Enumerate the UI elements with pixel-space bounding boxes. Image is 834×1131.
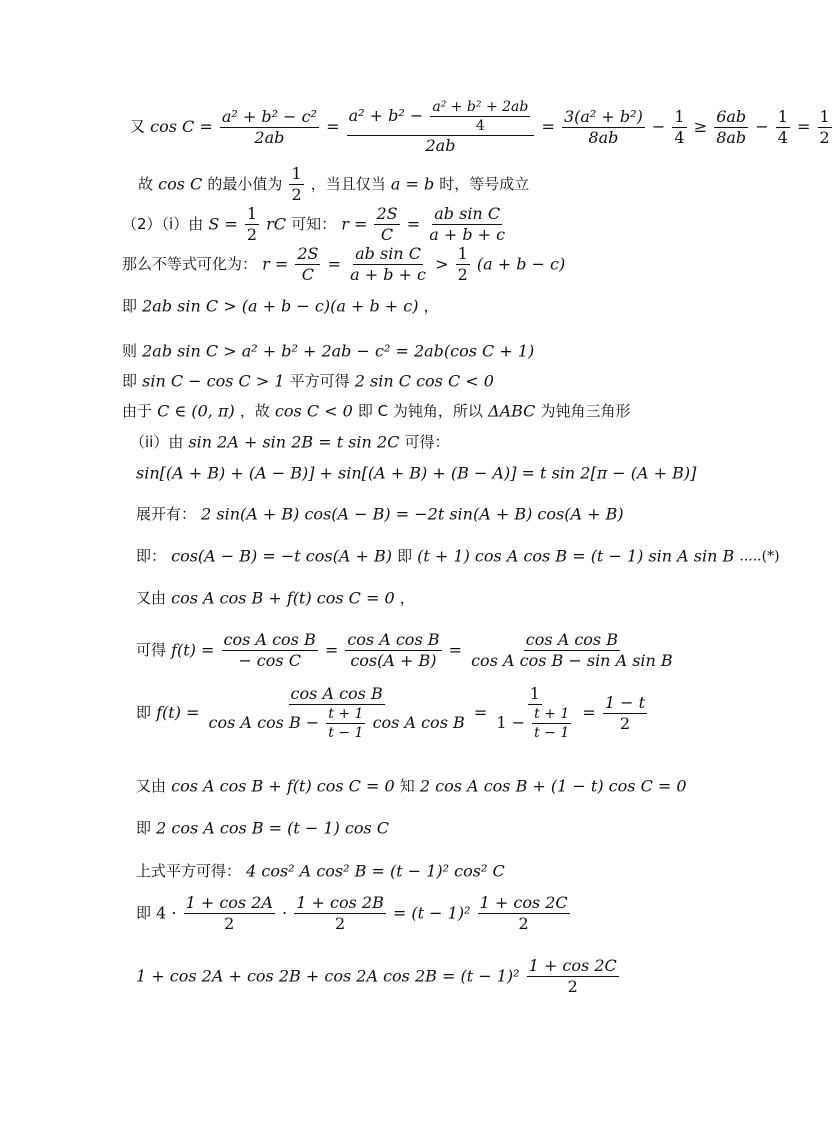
line-13 — [136, 590, 415, 607]
marker: .....(*) — [739, 548, 780, 565]
text: 可得： — [404, 433, 450, 451]
line-15 — [136, 686, 649, 740]
numerator: cos A cos B — [223, 630, 316, 649]
text: 即 — [136, 819, 152, 837]
line-20 — [136, 958, 621, 995]
math: cos A cos B — [372, 713, 465, 732]
math: 2ab sin C > a² + b² + 2ab − c² = 2ab(cos C + 1) — [142, 341, 535, 361]
numerator: 1 — [457, 244, 468, 263]
text: 即 — [136, 904, 152, 922]
denominator: 4 — [777, 127, 788, 147]
text: 即 — [397, 547, 413, 565]
math: 2 sin(A + B) cos(A − B) = −2t sin(A + B) cos(A + B) — [201, 504, 624, 524]
equals: = — [326, 117, 340, 136]
line-2 — [138, 166, 529, 203]
fraction — [184, 895, 275, 932]
math: sin[(A + B) + (A − B)] + sin[(A + B) + (B − A)] = t sin 2[π − (A + B)] — [136, 463, 697, 483]
fraction — [289, 166, 303, 203]
fraction — [478, 895, 570, 932]
numerator: a² + b² − c² — [221, 106, 317, 126]
line-11 — [136, 506, 624, 523]
denominator: 4 — [674, 127, 685, 147]
gt: > — [435, 254, 449, 274]
fraction — [603, 692, 647, 733]
text: 则 — [122, 342, 138, 360]
numerator: cos A cos B — [290, 684, 383, 703]
denominator: 2 — [567, 977, 578, 996]
text: 又 — [130, 117, 146, 136]
numerator: cos A cos B — [347, 630, 440, 649]
text: ， — [423, 297, 439, 315]
numerator: ab sin C — [355, 244, 421, 263]
math: S = — [208, 214, 238, 234]
math: sin 2A + sin 2B = t sin 2C — [188, 432, 400, 452]
numerator: 1 — [291, 164, 302, 183]
denominator: 2 — [518, 914, 529, 933]
denominator: 2 — [819, 127, 830, 147]
fraction — [222, 632, 318, 669]
denominator: cos A cos B − sin A sin B — [471, 651, 673, 670]
minus: − — [651, 117, 666, 136]
math: 2 cos A cos B = (t − 1) cos C — [156, 818, 390, 838]
text: 又由 — [136, 777, 167, 795]
line-16 — [136, 778, 687, 795]
numerator: 1 — [777, 106, 788, 126]
denominator: t − 1 — [534, 725, 570, 741]
denominator: a + b + c — [350, 265, 426, 284]
fraction — [776, 106, 790, 147]
fraction — [220, 106, 319, 147]
denominator: 2 — [246, 225, 258, 244]
equals: = — [448, 640, 462, 660]
fraction — [245, 206, 259, 243]
denominator — [494, 705, 575, 740]
denominator: 2 — [619, 713, 631, 733]
numerator: 1 — [674, 106, 685, 126]
numerator: 1 + cos 2C — [528, 956, 617, 975]
denominator: 4 — [475, 118, 485, 134]
math: cos A cos B + f(t) cos C = 0 — [171, 776, 395, 796]
numerator: 3(a² + b²) — [563, 106, 643, 126]
math: f(t) = — [171, 640, 215, 660]
numerator: a² + b² + 2ab — [432, 99, 529, 115]
math: f(t) = — [156, 703, 200, 722]
math: ΔABC — [488, 401, 536, 421]
text: 时，等号成立 — [439, 175, 530, 193]
text: ， — [399, 589, 415, 607]
text: 可得 — [136, 641, 167, 659]
denominator: cos(A + B) — [350, 651, 437, 670]
math: cos A cos B − — [208, 713, 320, 732]
denominator: 2 — [334, 914, 346, 933]
text: 那么不等式可化为： — [122, 255, 258, 273]
text: 知 — [399, 777, 415, 795]
math: 2ab sin C > (a + b − c)(a + b + c) — [142, 296, 419, 316]
math: 1 − — [496, 713, 526, 732]
numerator: 1 — [246, 204, 258, 223]
math: rC — [266, 214, 287, 234]
math: a² + b² − — [348, 106, 424, 125]
math: cos C = — [150, 117, 213, 136]
line-7 — [122, 373, 494, 390]
text: 又由 — [136, 589, 167, 607]
math: C ∈ (0, π) — [157, 401, 235, 421]
line-3 — [122, 206, 509, 243]
equals: = — [541, 117, 555, 136]
text: 即 — [136, 703, 152, 722]
math: (t + 1) cos A cos B = (t − 1) sin A sin B — [417, 546, 735, 566]
text: 由于 — [122, 402, 153, 420]
fraction — [326, 707, 365, 740]
line-18 — [136, 863, 505, 880]
line-14 — [136, 632, 677, 669]
equals: = — [473, 703, 488, 722]
line-19 — [136, 895, 572, 932]
line-9 — [130, 434, 449, 451]
fraction — [562, 106, 645, 147]
fraction — [294, 895, 386, 932]
text: （ii）由 — [130, 433, 184, 451]
math: 4 · — [156, 903, 177, 923]
denominator: − cos C — [238, 651, 301, 670]
line-6 — [122, 343, 534, 360]
denominator: 2ab — [254, 127, 285, 147]
fraction — [295, 246, 320, 283]
denominator: t − 1 — [328, 725, 364, 741]
denominator: a + b + c — [429, 225, 506, 244]
minus: − — [755, 117, 769, 136]
math: sin C − cos C > 1 — [142, 371, 285, 391]
fraction — [427, 206, 507, 243]
math: 2 sin C cos C < 0 — [354, 371, 494, 391]
math: a = b — [390, 174, 435, 194]
fraction — [347, 100, 535, 154]
fraction — [494, 686, 575, 740]
numerator: 1 + cos 2A — [185, 893, 273, 912]
fraction — [527, 958, 619, 995]
numerator: 1 — [529, 684, 540, 703]
math: cos(A − B) = −t cos(A + B) — [171, 546, 392, 566]
numerator: 6ab — [716, 106, 747, 126]
text: 即 — [122, 372, 138, 390]
denominator: C — [301, 265, 315, 284]
text: 上式平方可得： — [136, 862, 242, 880]
line-17 — [136, 820, 389, 837]
fraction — [714, 106, 748, 147]
fraction — [207, 686, 467, 740]
fraction — [818, 106, 832, 147]
text: ，当且仅当 — [310, 175, 386, 193]
numerator — [347, 100, 535, 136]
equals: = — [582, 703, 596, 722]
math: 2 cos A cos B + (1 − t) cos C = 0 — [419, 776, 687, 796]
fraction — [456, 246, 470, 283]
text: 的最小值为 — [207, 175, 283, 193]
fraction — [469, 632, 675, 669]
fraction — [532, 707, 571, 740]
equals: = — [406, 214, 421, 234]
numerator: t + 1 — [328, 706, 364, 722]
equals: = — [327, 254, 341, 274]
math: 1 + cos 2A + cos 2B + cos 2A cos 2B = (t − 1)² — [136, 966, 520, 986]
math: 4 cos² A cos² B = (t − 1)² cos² C — [246, 861, 505, 881]
text: 即： — [136, 547, 167, 565]
denominator — [207, 705, 467, 740]
equals: = — [324, 640, 339, 660]
text: ，故 — [239, 402, 270, 420]
ge: ≥ — [693, 117, 708, 136]
math: = (t − 1)² — [392, 903, 471, 923]
numerator: 1 — [819, 106, 830, 126]
denominator: 2ab — [425, 136, 456, 155]
text: 故 — [138, 175, 154, 193]
line-8 — [122, 403, 631, 420]
math: (a + b − c) — [476, 254, 566, 274]
denominator: 2 — [224, 914, 235, 933]
numerator: t + 1 — [534, 706, 570, 722]
denominator: 8ab — [716, 127, 747, 147]
line-10 — [136, 465, 696, 482]
denominator: 8ab — [588, 127, 619, 147]
denominator: 2 — [457, 265, 468, 284]
math: cos A cos B + f(t) cos C = 0 — [171, 588, 395, 608]
fraction — [345, 632, 441, 669]
text: 可知： — [291, 215, 337, 233]
text: 为钝角三角形 — [540, 402, 631, 420]
text: （2）（i）由 — [122, 215, 204, 233]
math: cos C < 0 — [274, 401, 353, 421]
numerator: ab sin C — [434, 204, 501, 223]
text: 平方可得 — [289, 372, 350, 390]
line-12 — [136, 548, 780, 565]
fraction — [430, 100, 530, 133]
equals: = — [797, 117, 811, 136]
dot: · — [282, 903, 288, 923]
fraction — [348, 246, 428, 283]
numerator: 1 − t — [604, 692, 646, 712]
line-1 — [130, 100, 834, 154]
numerator: 1 + cos 2C — [479, 893, 568, 912]
denominator: C — [380, 225, 394, 244]
numerator: 2S — [297, 244, 319, 263]
numerator: 2S — [376, 204, 398, 223]
text: 即 C 为钝角，所以 — [357, 402, 483, 420]
math: r = — [341, 214, 368, 234]
line-5 — [122, 298, 439, 315]
fraction — [374, 206, 399, 243]
math: r = — [262, 254, 289, 274]
text: 展开有： — [136, 505, 197, 523]
fraction — [672, 106, 686, 147]
numerator: cos A cos B — [525, 630, 618, 649]
numerator: 1 + cos 2B — [296, 893, 384, 912]
line-4 — [122, 246, 565, 283]
text: 即 — [122, 297, 138, 315]
denominator: 2 — [291, 185, 302, 204]
math: cos C — [158, 174, 203, 194]
